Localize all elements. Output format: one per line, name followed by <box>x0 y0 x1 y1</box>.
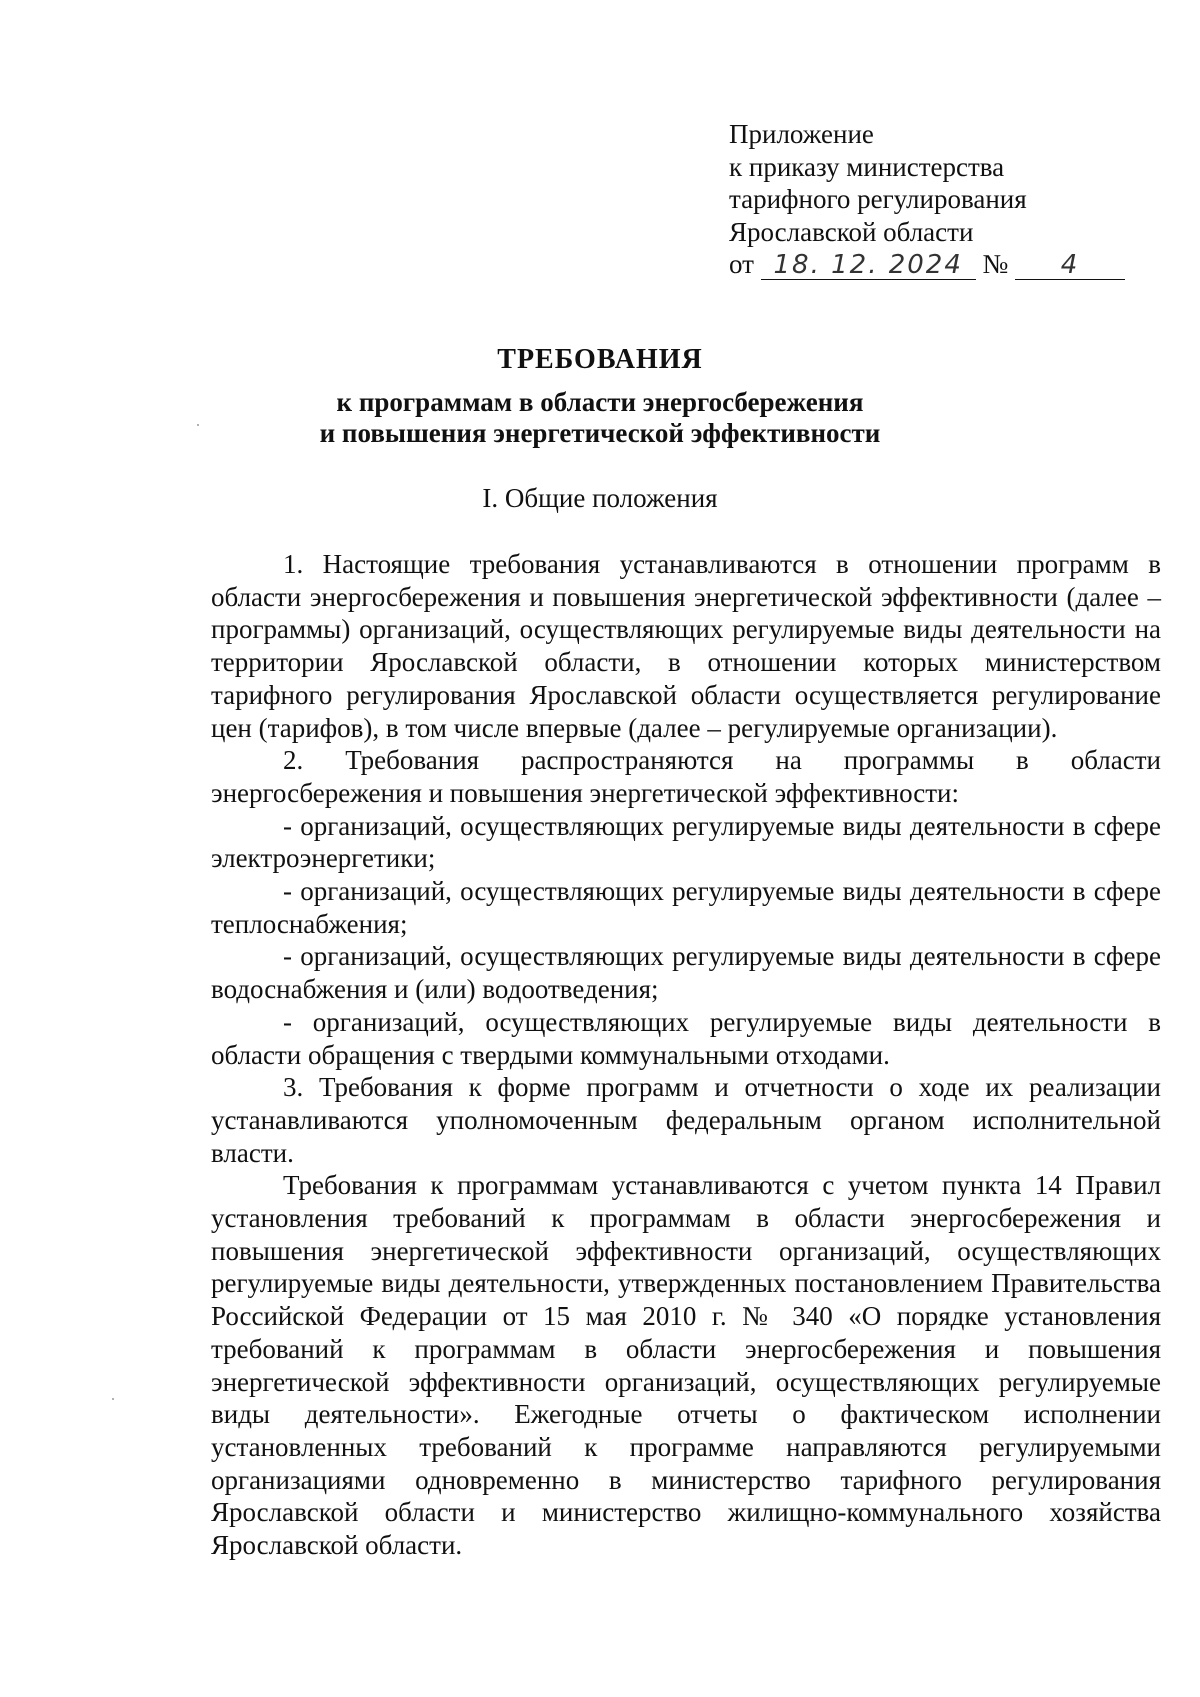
paragraph-3: 3. Требования к форме программ и отчетности о ходе их реализации устанавливаются уполномоченным федеральным органом исполнительной власти. <box>211 1072 1161 1168</box>
section-heading: I. Общие положения <box>482 483 718 513</box>
list-item-waste: - организаций, осуществляющих регулируемые виды деятельности в области обращения с твердыми коммунальными отходами. <box>211 1006 1161 1070</box>
list-item-heat: - организаций, осуществляющих регулируемые виды деятельности в сфере теплоснабжения; <box>211 876 1161 939</box>
handwritten-date: 18. 12. 2024 <box>761 251 976 280</box>
number-label: № <box>982 249 1009 279</box>
document-title: ТРЕБОВАНИЯ <box>497 344 703 375</box>
document-subtitle-line-1: к программам в области энергосбережения <box>336 387 864 417</box>
annex-title: Приложение <box>729 119 874 149</box>
document-body <box>211 548 1161 1562</box>
document-subtitle-line-2: и повышения энергетической эффективности <box>319 418 881 448</box>
handwritten-number: 4 <box>1015 251 1125 280</box>
paragraph-1: 1. Настоящие требования устанавливаются в отношении программ в области энергосбережения и повышения энергетической эффективности (далее – программы) организаций, осуществляющих регулируемые виды деятельности на территории Ярославской области, в отношении которых министерством тарифного регулирования Ярославской области осуществляется регулирование цен (тарифов), в том числе впервые (далее – регулируемые организации). <box>211 549 1161 743</box>
date-prefix: от <box>729 249 754 279</box>
scan-speck <box>197 424 199 426</box>
annex-order-ref: к приказу министерства <box>729 151 1005 182</box>
annex-block <box>729 118 1149 281</box>
annex-date-line <box>729 248 1149 281</box>
scan-speck <box>112 1398 114 1400</box>
annex-ministry: тарифного регулирования <box>729 184 1027 214</box>
list-item-water: - организаций, осуществляющих регулируемые виды деятельности в сфере водоснабжения и (или) водоотведения; <box>211 941 1161 1005</box>
annex-region: Ярославской области <box>729 216 974 247</box>
paragraph-2: 2. Требования распространяются на программы в области энергосбережения и повышения энергетической эффективности: <box>211 745 1161 808</box>
list-item-electro: - организаций, осуществляющих регулируемые виды деятельности в сфере электроэнергетики; <box>211 810 1161 874</box>
paragraph-4: Требования к программам устанавливаются с учетом пункта 14 Правил установления требований к программам в области энергосбережения и повышения энергетической эффективности организаций, осуществляющих регулируемые виды деятельности, утвержденных постановлением Правительства Российской Федерации от 15 мая 2010 г. № 340 «О порядке установления требований к программам в области энергосбережения и повышения энергетической эффективности организаций, осуществляющих регулируемые виды деятельности». Ежегодные отчеты о фактическом исполнении установленных требований к программе направляются регулируемыми организациями одновременно в министерство тарифного регулирования Ярославской области и министерство жилищно-коммунального хозяйства Ярославской области. <box>211 1170 1161 1561</box>
